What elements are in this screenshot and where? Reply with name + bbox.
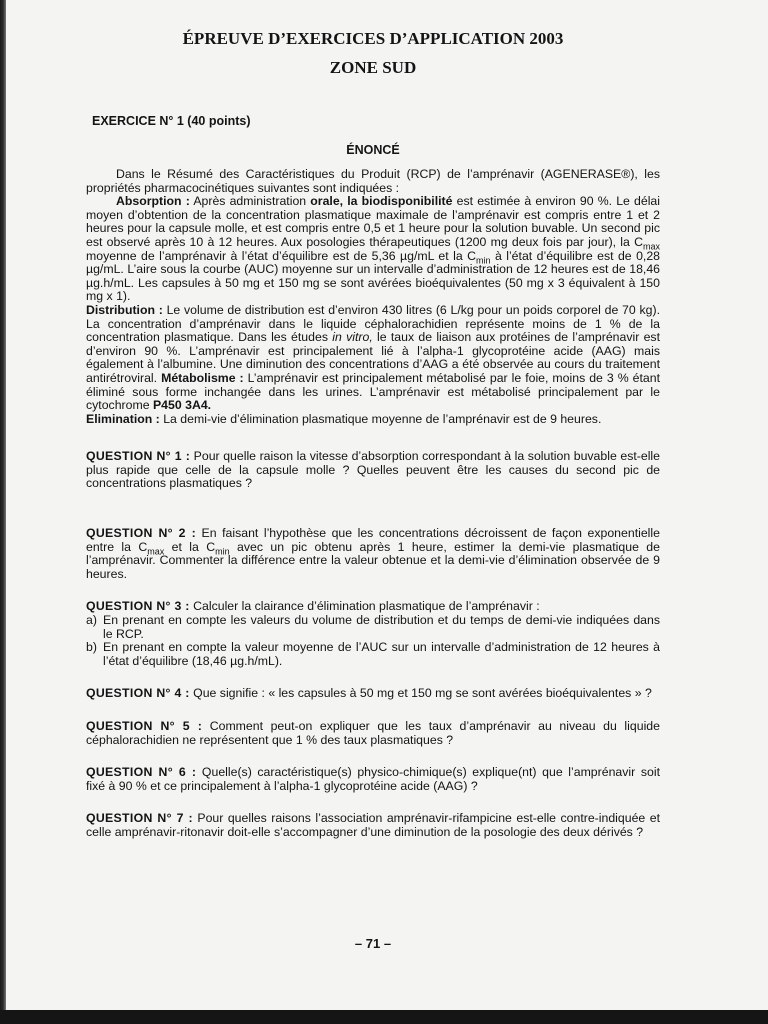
question-1 (86, 450, 660, 491)
absorption-text-4: à l’état d’équilibre est de 0,28 µg/mL. L’aire sous la courbe (AUC) moyenne sur un intervalle d’administration de 12 heures est de 18,46 µg.h/mL. Les capsules à 50 mg et 150 mg se sont avérées bioéquivalentes (50 mg x 3 équivalent à 150 mg x 1). (86, 248, 660, 304)
option-text: En prenant en compte la valeur moyenne de l’AUC sur un intervalle d’administration de 12 heures à l’état d’équilibre (18,46 µg.h/mL). (103, 640, 660, 668)
question-2-text-3: avec un pic obtenu après 1 heure, estimer la demi-vie plasmatique de l’amprénavir. Commenter la différence entre la valeur obtenue et la demi-vie d’élimination observée de 9 heures. (86, 539, 660, 581)
elimination-label: Elimination : (86, 411, 160, 426)
question-1-text: Pour quelle raison la vitesse d’absorption correspondant à la solution buvable est-elle plus rapide que celle de la capsule molle ? Quelles peuvent être les causes du second pic de concentrations plasmatiques ? (86, 449, 660, 491)
question-3 (86, 600, 660, 668)
question-5-label: QUESTION N° 5 : (86, 719, 203, 733)
question-2 (86, 527, 660, 581)
scan-bottom-edge (0, 1010, 768, 1024)
cmax-subscript: max (642, 241, 660, 252)
rcp-paragraph (86, 195, 660, 304)
question-3-option-b (86, 641, 660, 668)
question-7-label: QUESTION N° 7 : (86, 811, 193, 826)
question-4-label: QUESTION N° 4 : (86, 686, 190, 701)
absorption-label: Absorption : (116, 194, 190, 209)
question-7 (86, 812, 660, 839)
question-6-label: QUESTION N° 6 : (86, 765, 197, 780)
question-2-text-2: et la C (164, 539, 216, 554)
page-subtitle: ZONE SUD (329, 58, 417, 77)
question-3-option-a (86, 614, 660, 641)
question-1-label: QUESTION N° 1 : (86, 449, 191, 464)
question-2-cmax-subscript: max (147, 546, 165, 557)
question-4 (86, 687, 660, 701)
metabolism-text: L’amprénavir est principalement métabolisé par le foie, moins de 3 % étant éliminé sous forme inchangée dans les urines. L’amprénavir est métabolisé principalement par le cytochrome (86, 370, 660, 413)
document-body (86, 168, 660, 840)
question-3-options (86, 614, 660, 668)
distribution-text-2: le taux de liaison aux protéines de l’amprénavir est d’environ 90 %. L’amprénavir est principalement lié à l’alpha-1 glycoprotéine acide (AAG) mais également à l’albumine. Une diminution des concentrations d’AAG a été observée au cours du traitement antirétroviral. (86, 330, 660, 385)
cmin-subscript: min (476, 255, 491, 266)
absorption-text-3: moyenne de l’amprénavir à l’état d’équilibre est de 5,36 µg/mL et la C (86, 248, 476, 263)
question-6-text: Quelle(s) caractéristique(s) physico-chimique(s) explique(nt) que l’amprénavir soit fixé à 90 % et ce principalement à l’alpha-1 glycoprotéine acide (AAG) ? (86, 765, 660, 793)
exercise-heading: EXERCICE N° 1 (40 points) (92, 114, 251, 128)
question-3-label: QUESTION N° 3 : (86, 599, 190, 614)
elimination-paragraph (86, 413, 660, 427)
distribution-label: Distribution : (86, 302, 163, 317)
page-title: ÉPREUVE D’EXERCICES D’APPLICATION 2003 (182, 29, 564, 48)
intro-paragraph: Dans le Résumé des Caractéristiques du Produit (RCP) de l’amprénavir (AGENERASE®), les propriétés pharmacocinétiques suivantes sont indiquées : (86, 167, 660, 195)
question-4-text: Que signifie : « les capsules à 50 mg et 150 mg se sont avérées bioéquivalentes » ? (189, 686, 652, 701)
distribution-text-1: Le volume de distribution est d’environ 430 litres (6 L/kg pour un poids corporel de 70 kg). La concentration d’amprénavir dans le liquide céphalorachidien représente moins de 1 % de la concentration plasmatique. Dans les études (86, 302, 660, 345)
question-2-cmin-subscript: min (215, 546, 230, 557)
cytochrome-name: P450 3A4. (152, 398, 212, 413)
elimination-text: La demi-vie d’élimination plasmatique moyenne de l’amprénavir est de 9 heures. (159, 411, 602, 426)
absorption-text-2: est estimée à environ 90 %. Le délai moyen d’obtention de la concentration plasmatique maximale de l’amprénavir est compris entre 1 et 2 heures pour la capsule molle, et est compris entre 0,5 et 1 heure pour la solution buvable. Un second pic est observé après 10 à 12 heures. Aux posologies thérapeutiques (1200 mg deux fois par jour), la C (86, 194, 660, 249)
page-number: – 71 – (354, 936, 392, 951)
option-marker: a) (86, 613, 97, 628)
option-marker: b) (86, 640, 97, 655)
question-3-text: Calculer la clairance d’élimination plasmatique de l’amprénavir : (189, 599, 540, 614)
question-5-text: Comment peut-on expliquer que les taux d’amprénavir au niveau du liquide céphalorachidien ne représentent que 1 % des taux plasmatiques ? (86, 719, 660, 747)
question-7-text: Pour quelles raisons l’association amprénavir-rifampicine est-elle contre-indiquée et celle amprénavir-ritonavir doit-elle s’accompagner d’une diminution de la posologie des deux dérivés ? (86, 811, 660, 839)
question-2-text-1: En faisant l’hypothèse que les concentrations décroissent de façon exponentielle entre la C (86, 526, 660, 554)
absorption-text-1: Après administration (193, 194, 311, 209)
question-6 (86, 766, 660, 793)
absorption-bold-text: orale, la biodisponibilité (310, 194, 453, 209)
distribution-paragraph (86, 304, 660, 413)
question-2-label: QUESTION N° 2 : (86, 526, 197, 541)
metabolism-label: Métabolisme : (161, 370, 244, 385)
scan-left-edge (0, 0, 6, 1024)
in-vitro-text: in vitro, (332, 330, 373, 345)
option-text: En prenant en compte les valeurs du volume de distribution et du temps de demi-vie indiquées dans le RCP. (103, 613, 660, 641)
question-5 (86, 720, 660, 747)
section-heading: ÉNONCÉ (346, 143, 400, 157)
